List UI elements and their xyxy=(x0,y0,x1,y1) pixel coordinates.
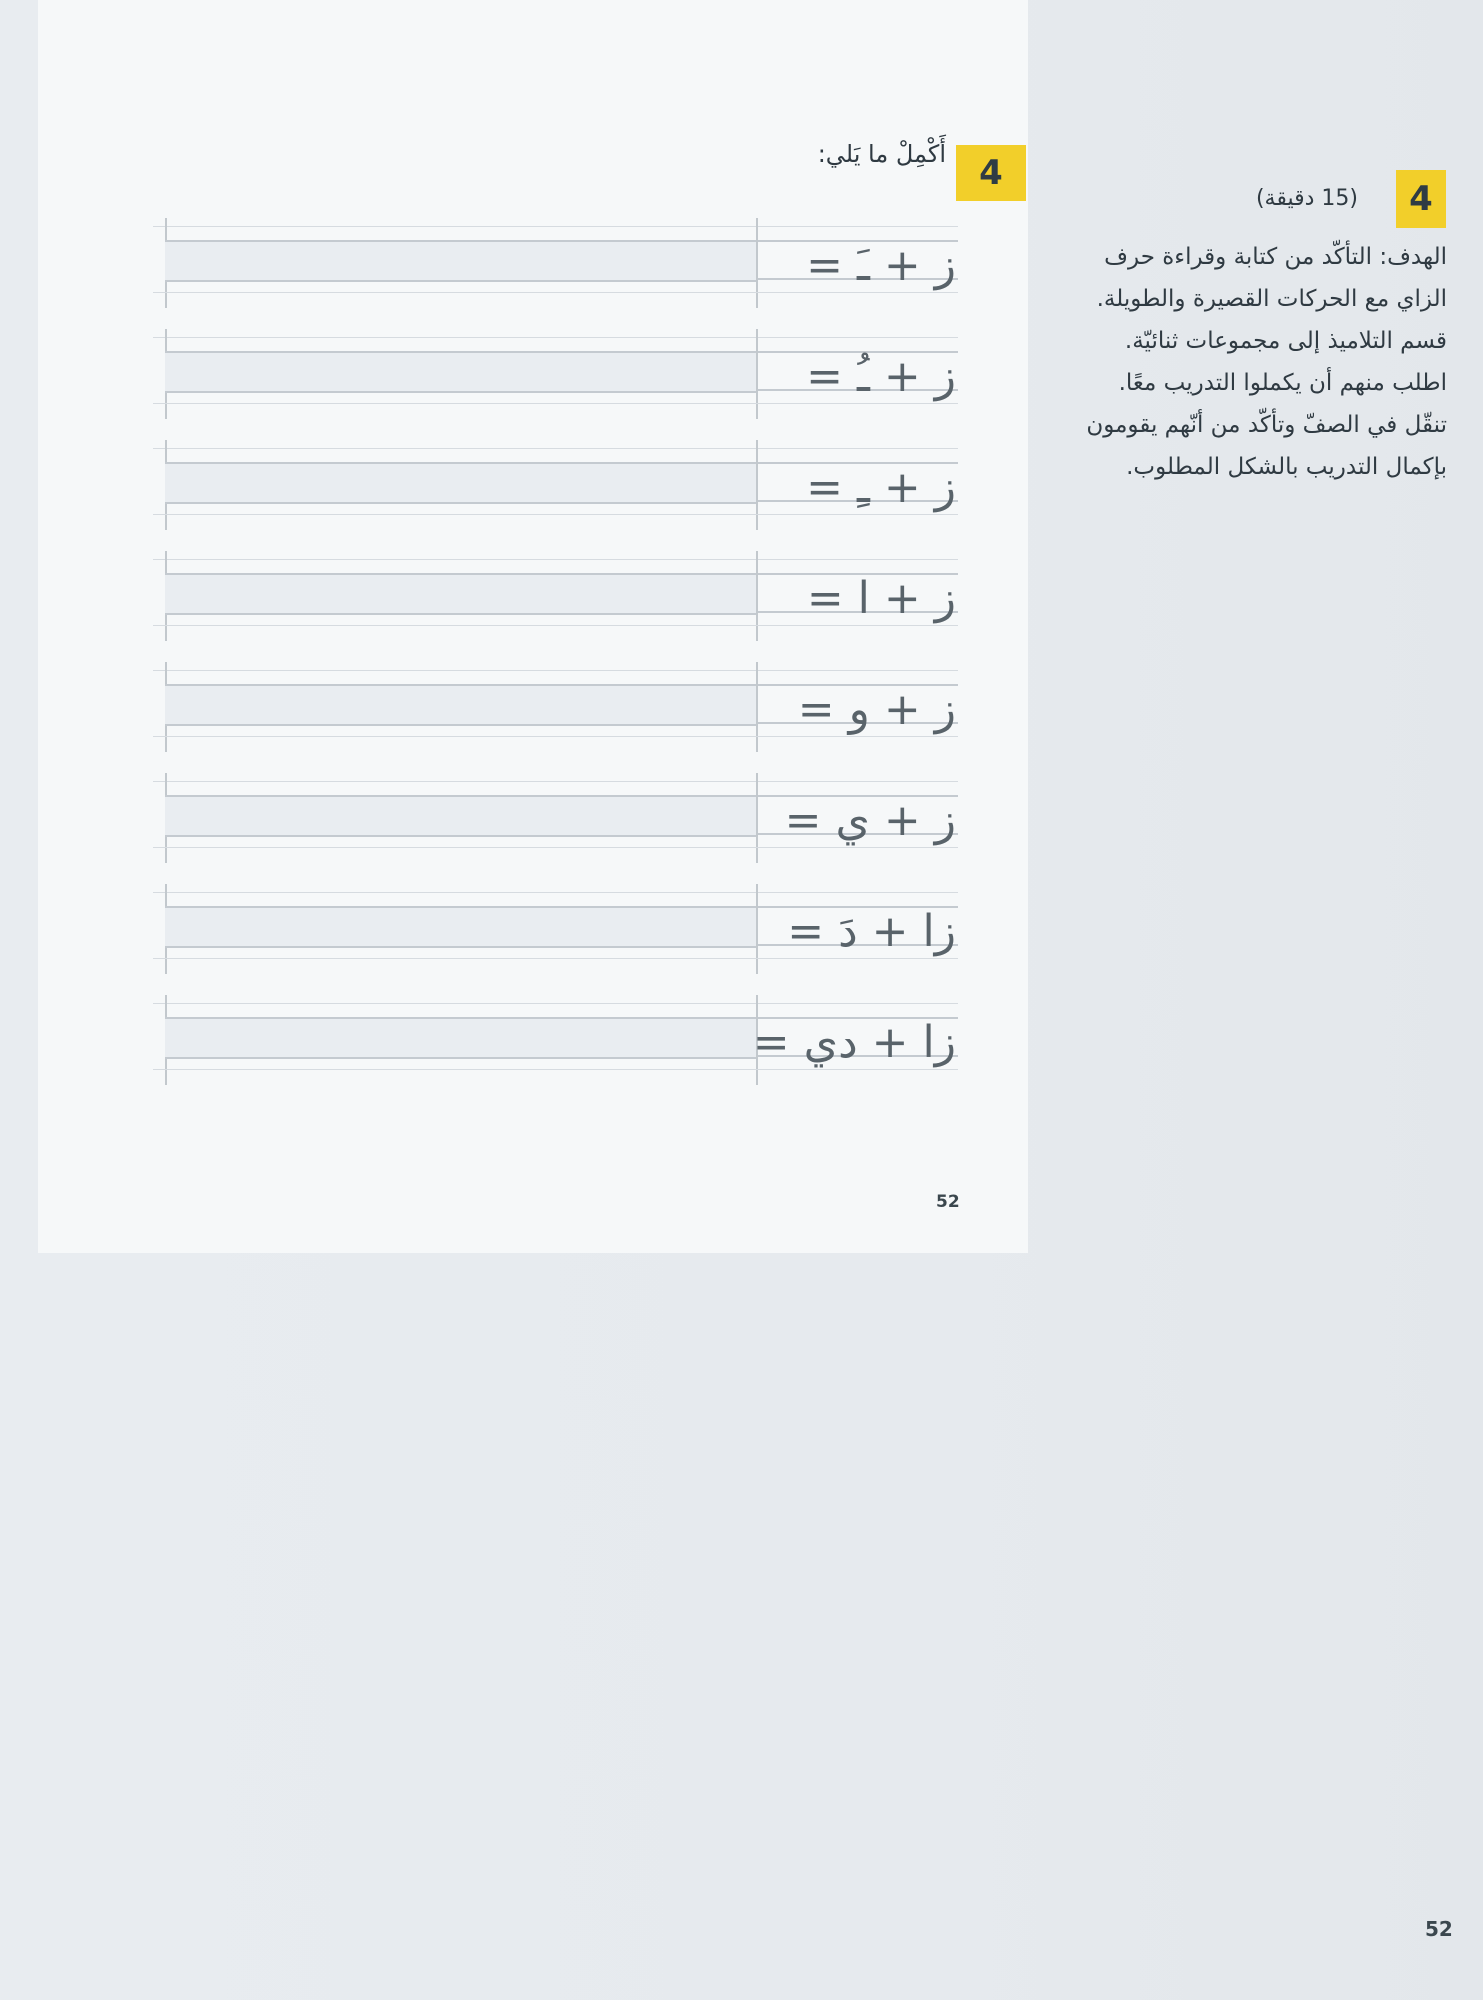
expression: ز + ـِ = xyxy=(806,462,956,513)
expression: زا + دَ = xyxy=(787,906,956,957)
exercise-row xyxy=(153,551,958,641)
page-number: 52 xyxy=(1425,1917,1453,1941)
expression: ز + ي = xyxy=(784,795,956,846)
guide-line: الزاي مع الحركات القصيرة والطويلة. xyxy=(1096,286,1447,312)
guide-line: بإكمال التدريب بالشكل المطلوب. xyxy=(1126,454,1447,480)
writing-band[interactable] xyxy=(165,684,758,726)
exercise-row xyxy=(153,773,958,863)
writing-band[interactable] xyxy=(165,240,758,282)
guide-line: تنقّل في الصفّ وتأكّد من أنّهم يقومون xyxy=(1086,412,1447,438)
expression: زا + دي = xyxy=(752,1017,956,1068)
expression: ز + ا = xyxy=(806,573,956,624)
guide-line: الهدف: التأكّد من كتابة وقراءة حرف xyxy=(1104,244,1447,270)
exercise-row xyxy=(153,329,958,419)
guide-line: قسم التلاميذ إلى مجموعات ثنائيّة. xyxy=(1124,328,1447,354)
guide-text xyxy=(1047,236,1447,488)
expression: ز + ـُ = xyxy=(806,351,956,402)
expression: ز + ـَ = xyxy=(806,240,956,291)
guide-exercise-badge: 4 xyxy=(1396,170,1446,228)
exercise-row xyxy=(153,884,958,974)
expression: ز + و = xyxy=(797,684,956,735)
exercise-row xyxy=(153,995,958,1085)
guide-line: اطلب منهم أن يكملوا التدريب معًا. xyxy=(1118,370,1447,396)
writing-band[interactable] xyxy=(165,906,758,948)
guide-duration: (15 دقيقة) xyxy=(1255,186,1358,211)
writing-band[interactable] xyxy=(165,573,758,615)
exercise-row xyxy=(153,662,958,752)
exercise-instruction: أَكْمِلْ ما يَلي: xyxy=(817,140,946,168)
writing-band[interactable] xyxy=(165,351,758,393)
exercise-number-badge: 4 xyxy=(956,145,1026,201)
writing-band[interactable] xyxy=(165,1017,758,1059)
writing-band[interactable] xyxy=(165,462,758,504)
writing-band[interactable] xyxy=(165,795,758,837)
exercise-row xyxy=(153,440,958,530)
exercise-row xyxy=(153,218,958,308)
student-page xyxy=(38,0,1028,1253)
student-page-number: 52 xyxy=(936,1192,960,1212)
